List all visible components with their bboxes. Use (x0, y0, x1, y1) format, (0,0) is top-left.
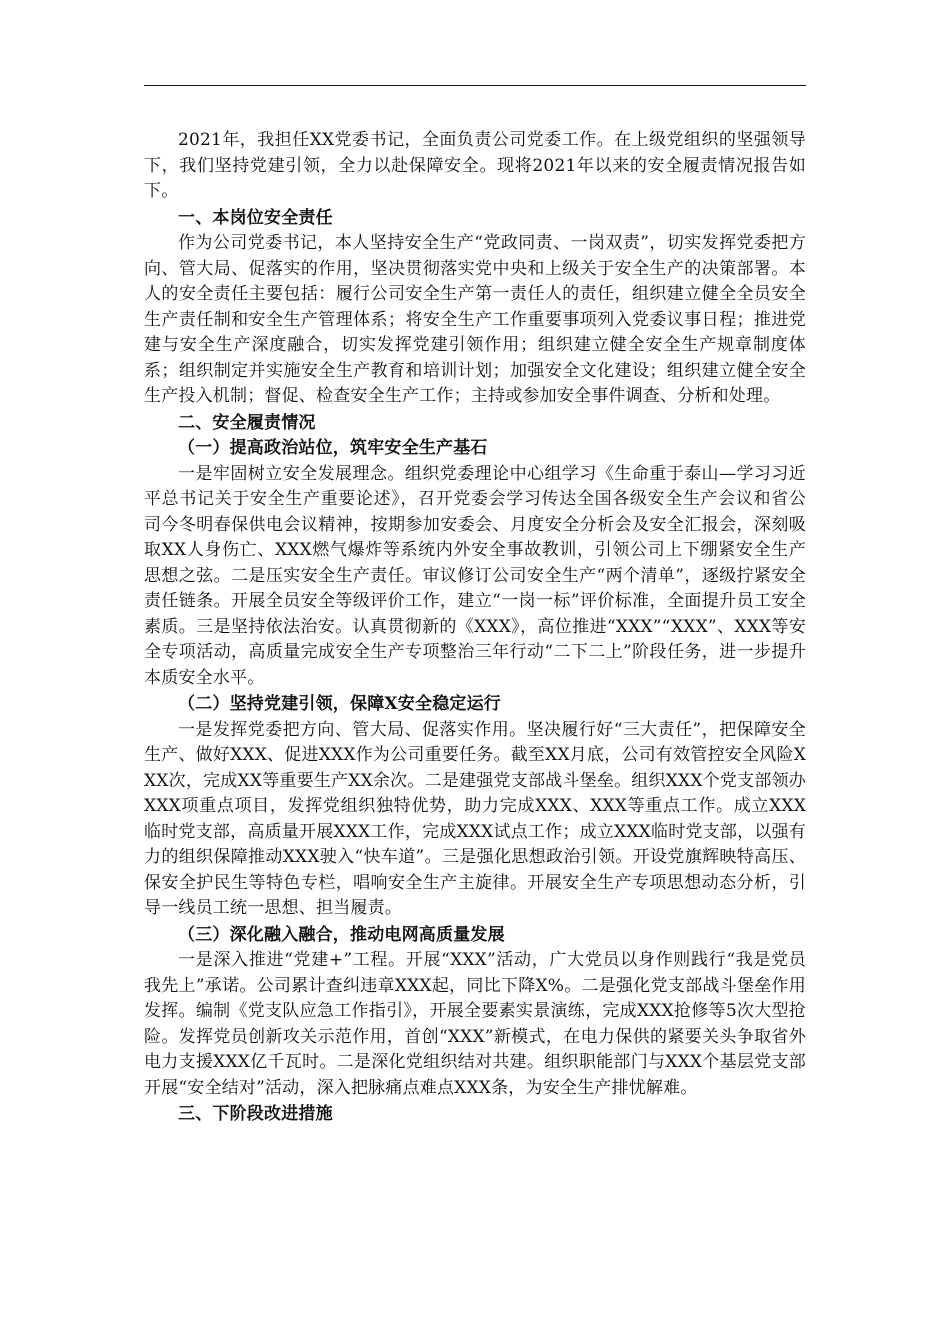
section-heading-responsibility: 一、本岗位安全责任 (178, 207, 333, 228)
subsection-heading-integration: （三）深化融入融合，推动电网高质量发展 (178, 924, 505, 945)
section-heading-next-steps: 三、下阶段改进措施 (178, 1104, 333, 1124)
responsibility-paragraph: 作为公司党委书记，本人坚持安全生产“党政同责、一岗双责”，切实发挥党委把方向、管大局、促落实的作用，坚决贯彻落实党中央和上级关于安全生产的决策部署。本人的安全责任主要包括：履行公司安全生产第一责任人的责任，组织建立健全全员安全生产责任制和安全生产管理体系；将安全生产工作重要事项列入党委议事日程；推进党建与安全生产深度融合，切实发挥党建引领作用；组织建立健全安全生产规章制度体系；组织制定并实施安全生产教育和培训计划；加强安全文化建设；组织建立健全安全生产投入机制；督促、检查安全生产工作；主持或参加安全事件调查、分析和处理。 (144, 233, 806, 406)
intro-paragraph: 2021年，我担任XX党委书记，全面负责公司党委工作。在上级党组织的坚强领导下，我们坚持党建引领，全力以赴保障安全。现将2021年以来的安全履责情况报告如下。 (144, 130, 806, 201)
header-rule (144, 85, 806, 86)
integration-paragraph: 一是深入推进“党建+”工程。开展“XXX”活动，广大党员以身作则践行“我是党员我先上”承诺。公司累计查纠违章XXX起，同比下降X%。二是强化党支部战斗堡垒作用发挥。编制《党支队应急工作指引》，开展全要素实景演练，完成XXX抢修等5次大型抢险。发挥党员创新攻关示范作用，首创“XXX”新模式，在电力保供的紧要关头争取省外电力支援XXX亿千瓦时。二是深化党组织结对共建。组织职能部门与XXX个基层党支部开展“安全结对”活动，深入把脉痛点难点XXX条，为安全生产排忧解难。 (144, 950, 806, 1098)
party-building-paragraph: 一是发挥党委把方向、管大局、促落实作用。坚决履行好“三大责任”，把保障安全生产、做好XXX、促进XXX作为公司重要任务。截至XX月底，公司有效管控安全风险XXX次，完成XX等重要生产XX余次。二是建强党支部战斗堡垒。组织XXX个党支部领办XXX项重点项目，发挥党组织独特优势，助力完成XXX、XXX等重点工作。成立XXX临时党支部，高质量开展XXX工作，完成XXX试点工作；成立XXX临时党支部，以强有力的组织保障推动XXX驶入“快车道”。三是强化思想政治引领。开设党旗辉映特高压、保安全护民生等特色专栏，唱响安全生产主旋律。开展安全生产专项思想动态分析，引导一线员工统一思想、担当履责。 (144, 719, 806, 918)
subsection-heading-political: （一）提高政治站位，筑牢安全生产基石 (178, 438, 488, 458)
political-paragraph: 一是牢固树立安全发展理念。组织党委理论中心组学习《生命重于泰山—学习习近平总书记关于安全生产重要论述》，召开党委会学习传达全国各级安全生产会议和省公司今冬明春保供电会议精神，按期参加安委会、月度安全分析会及安全汇报会，深刻吸取XX人身伤亡、XXX燃气爆炸等系统内外安全事故教训，引领公司上下绷紧安全生产思想之弦。二是压实安全生产责任。审议修订公司安全生产“两个清单”，逐级拧紧安全责任链条。开展全员安全等级评价工作，建立“一岗一标”评价标准，全面提升员工安全素质。三是坚持依法治安。认真贯彻新的《XXX》，高位推进“XXX”“XXX”、XXX等安全专项活动，高质量完成安全生产专项整治三年行动“二下二上”阶段任务，进一步提升本质安全水平。 (144, 463, 806, 688)
document-body (144, 128, 806, 1128)
section-heading-performance: 二、安全履责情况 (178, 412, 316, 433)
subsection-heading-party-building: （二）坚持党建引领，保障X安全稳定运行 (178, 694, 501, 714)
